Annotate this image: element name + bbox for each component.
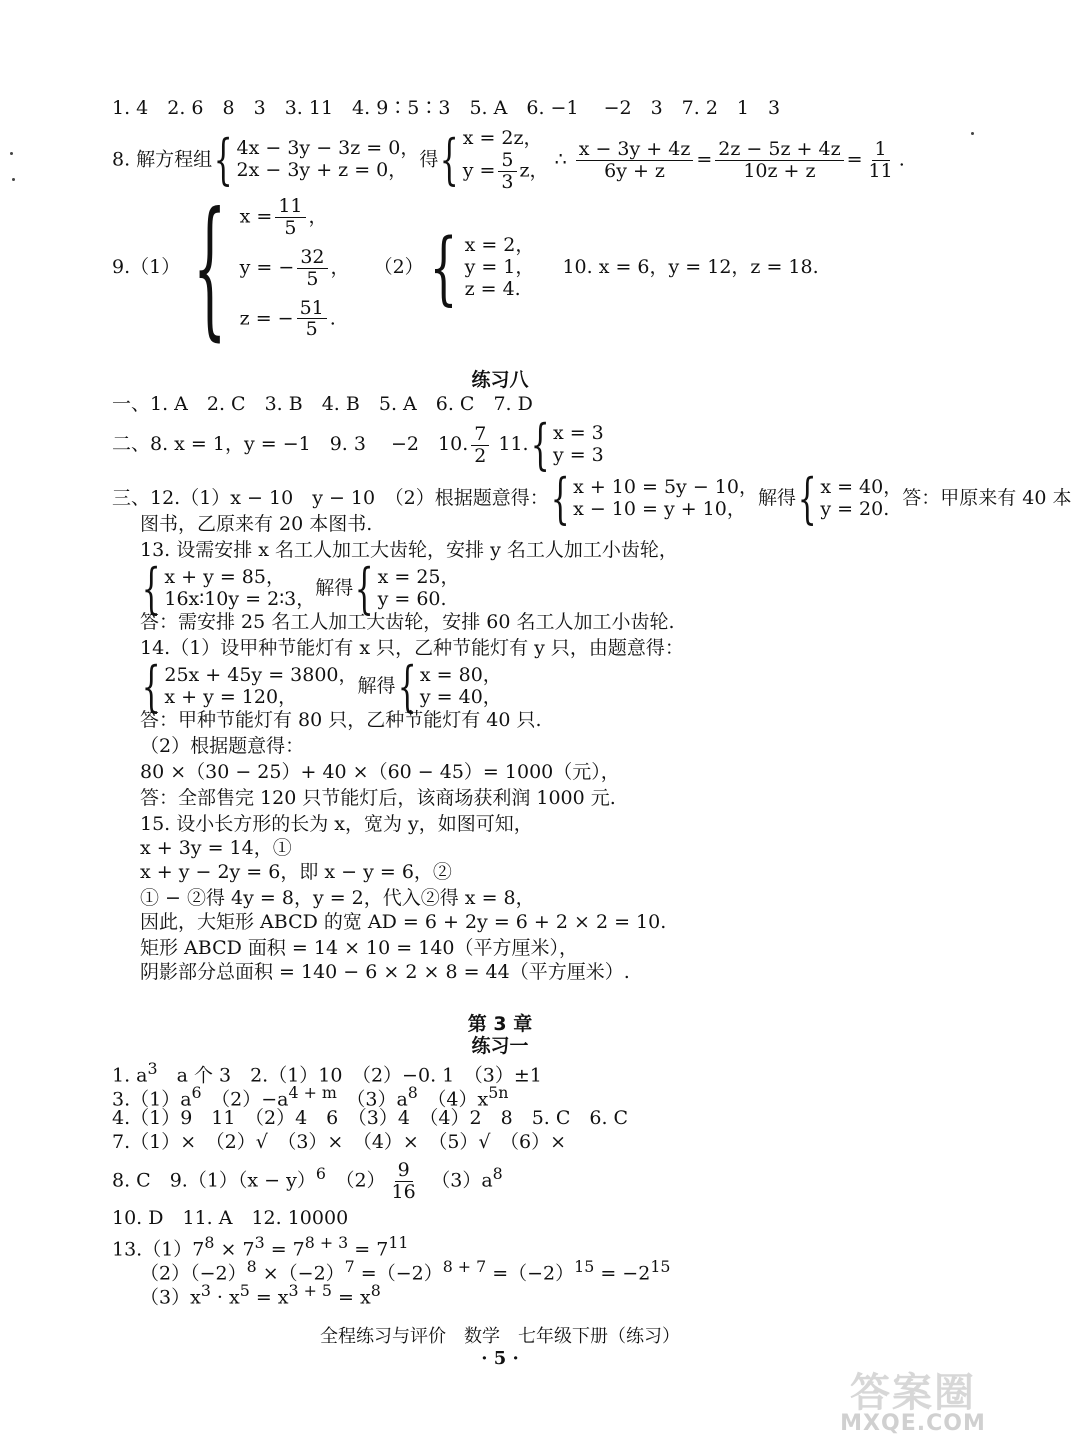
- page-number: · 5 ·: [481, 1348, 519, 1369]
- equation: x = $\frac{11}{5}$ ，: [239, 195, 328, 239]
- equation-system: { 4x − 3y − 3z = 0， 2x − 3y + z = 0，: [213, 128, 420, 192]
- equation-system: { 25x + 45y = 3800， x + y = 120，: [141, 655, 358, 718]
- text: 得: [419, 148, 439, 171]
- equation: y = $\frac{5}{3}$ z，: [462, 148, 549, 193]
- answer-14: 14.（1）设甲种节能灯有 x 只，乙种节能灯有 y 只，由题意得：: [140, 637, 684, 659]
- fraction: $\frac{x - 3y + 4z}{6y + z}$: [576, 139, 694, 182]
- answer-line-1-7: 1. 4 2. 6 8 3 3. 11 4. 9∶5∶3 5. A 6. −1 −2 3 7. 2 1 3: [112, 97, 781, 119]
- section-title: 练习八: [471, 369, 529, 391]
- answer-14-conclusion: 答：甲种节能灯有 80 只，乙种节能灯有 40 只.: [140, 709, 542, 731]
- solution-system: { x = 80， y = 40，: [397, 655, 502, 718]
- solution-system: { x = 2z， y = $\frac{5}{3}$ z，: [440, 127, 549, 193]
- therefore-symbol: ∴: [554, 148, 567, 171]
- solution-system: { x = 25， y = 60.: [354, 557, 460, 620]
- page-footer-title: 全程练习与评价 数学 七年级下册（练习）: [320, 1326, 680, 1347]
- equation: x = 2z，: [462, 127, 543, 149]
- answer-9-10: [112, 181, 819, 356]
- answer-13-3: $(3)x^3 \cdot x^5 = x^{3 + 5} = x^8$: [140, 1281, 381, 1309]
- part-2-label: （2）: [373, 256, 424, 279]
- solution-system: { x = $\frac{11}{5}$ ， y = − $\frac{32}{5}$ ， z = − $\frac{51}{5}$ .: [193, 181, 350, 356]
- answer-15: 15. 设小长方形的长为 x，宽为 y，如图可知，: [140, 813, 533, 835]
- answer-3: $3.(1)a^6$ $(2)-a^{4 + m}$ $(3)a^8$ $(4)x^{5n}$: [112, 1083, 509, 1111]
- watermark-logo: [838, 1361, 988, 1441]
- part-1-answers: 一、1. A 2. C 3. B 4. B 5. A 6. C 7. D: [112, 393, 533, 415]
- answer-13: 13. 设需安排 x 名工人加工大齿轮，安排 y 名工人加工小齿轮，: [140, 539, 678, 561]
- equation-system: { x + 10 = 5y − 10， x − 10 = y + 10，: [550, 467, 758, 530]
- solution-system: { x = 40， y = 20.: [797, 467, 903, 530]
- solution-system: { x = 3 y = 3: [530, 413, 604, 476]
- answer-10-12: 10. D 11. A 12. 10000: [112, 1207, 349, 1229]
- answer-8: 8. 解方程组 { 4x − 3y − 3z = 0， 2x − 3y + z = 0， 得 { x = 2z， y = $\frac{5}{3}$ z， ∴ $\frac{x - 3y + 4z}{6y + z}$ = $\frac{2z - 5z + 4z}{10z + z}$ = $\frac{1}{11}$ .: [112, 127, 905, 193]
- watermark-url: MXQE.COM: [840, 1411, 986, 1436]
- answer-8-prefix: 8. 解方程组: [112, 148, 213, 171]
- equation: y = − $\frac{32}{5}$ ，: [239, 245, 350, 290]
- equation-system: { x + y = 85， 16x∶10y = 2∶3，: [141, 557, 316, 620]
- answer-14-part-2-conclusion: 答：全部售完 120 只节能灯后，该商场获利润 1000 元.: [140, 787, 616, 809]
- answer-15-shaded: 阴影部分总面积 = 140 − 6 × 2 × 8 = 44（平方厘米）.: [140, 961, 630, 983]
- equation: 2x − 3y + z = 0，: [236, 159, 408, 182]
- fraction: $\frac{2z - 5z + 4z}{10z + z}$: [715, 139, 843, 182]
- answer-15-eq1: x + 3y = 14，①: [140, 837, 292, 859]
- fraction: $\frac{9}{16}$: [391, 1159, 416, 1203]
- answer-13-1: $13.(1)7^8 \times 7^3 = 7^{8 + 3} = 7^{11}$: [112, 1233, 409, 1261]
- answer-8-9: 8. C $9.(1)(x - y)^6$ （2） $\frac{9}{16}$ $(3)a^8$: [112, 1159, 503, 1203]
- section-title: 练习一: [471, 1035, 529, 1057]
- answer-15-eq2: x + y − 2y = 6，即 x − y = 6，②: [140, 861, 452, 883]
- equation: 4x − 3y − 3z = 0，: [236, 137, 420, 160]
- watermark-text: 答案圈: [850, 1370, 976, 1416]
- part-3-answer-12: 三、12.（1）x − 10 y − 10 （2）根据题意得： { x + 10 = 5y − 10， x − 10 = y + 10， 解得 { x = 40， y = 20. 答：甲原来有 40 本: [112, 467, 1072, 530]
- answer-7: 7.（1）× （2）√ （3）× （4）× （5）√ （6）×: [112, 1131, 567, 1153]
- answer-12-conclusion: 图书，乙原来有 20 本图书.: [140, 513, 373, 535]
- answer-14-calc: 80 ×（30 − 25）+ 40 ×（60 − 45）= 1000（元），: [140, 761, 620, 783]
- stray-dot: [971, 132, 974, 135]
- answer-13-2: $(2)(-2)^8 \times(-2)^7 =(-2)^{8 + 7} =(-2)^{15} = -2^{15}$: [140, 1257, 671, 1285]
- answer-1-2: 1. $a^3$ a 个 3 2.（1）10 （2）−0. 1 （3）±1: [112, 1059, 542, 1087]
- equation: z = − $\frac{51}{5}$ .: [239, 296, 336, 341]
- chapter-title: 第 3 章: [467, 1013, 533, 1035]
- answer-14-system: { 25x + 45y = 3800， x + y = 120， 解得 { x = 80， y = 40，: [141, 655, 502, 718]
- answer-13-conclusion: 答：需安排 25 名工人加工大齿轮，安排 60 名工人加工小齿轮.: [140, 611, 675, 633]
- stray-dot: [12, 178, 15, 181]
- solution-system: { x = 2， y = 1， z = 4.: [429, 221, 535, 315]
- answer-14-part-2: （2）根据题意得：: [140, 735, 305, 757]
- answer-15-step: ① − ②得 4y = 8，y = 2，代入②得 x = 8，: [140, 887, 535, 909]
- answer-4-6: 4.（1）9 11 （2）4 6 （3）4 （4）2 8 5. C 6. C: [112, 1107, 629, 1129]
- fraction: $\frac{5}{3}$: [498, 150, 516, 193]
- part-2-answers: 二、8. x = 1，y = −1 9. 3 −2 10. $\frac{7}{2}$ 11. { x = 3 y = 3: [112, 413, 604, 476]
- answer-15-area: 矩形 ABCD 面积 = 14 × 10 = 140（平方厘米），: [140, 937, 579, 959]
- answer-10: 10. x = 6，y = 12，z = 18.: [562, 256, 819, 279]
- answer-15-width: 因此，大矩形 ABCD 的宽 AD = 6 + 2y = 6 + 2 × 2 = 10.: [140, 911, 667, 933]
- fraction: $\frac{7}{2}$: [471, 424, 489, 467]
- fraction: $\frac{1}{11}$: [868, 137, 893, 182]
- answer-13-system: { x + y = 85， 16x∶10y = 2∶3， 解得 { x = 25， y = 60.: [141, 557, 460, 620]
- stray-dot: [10, 152, 13, 155]
- answer-9-prefix: 9.（1）: [112, 256, 181, 279]
